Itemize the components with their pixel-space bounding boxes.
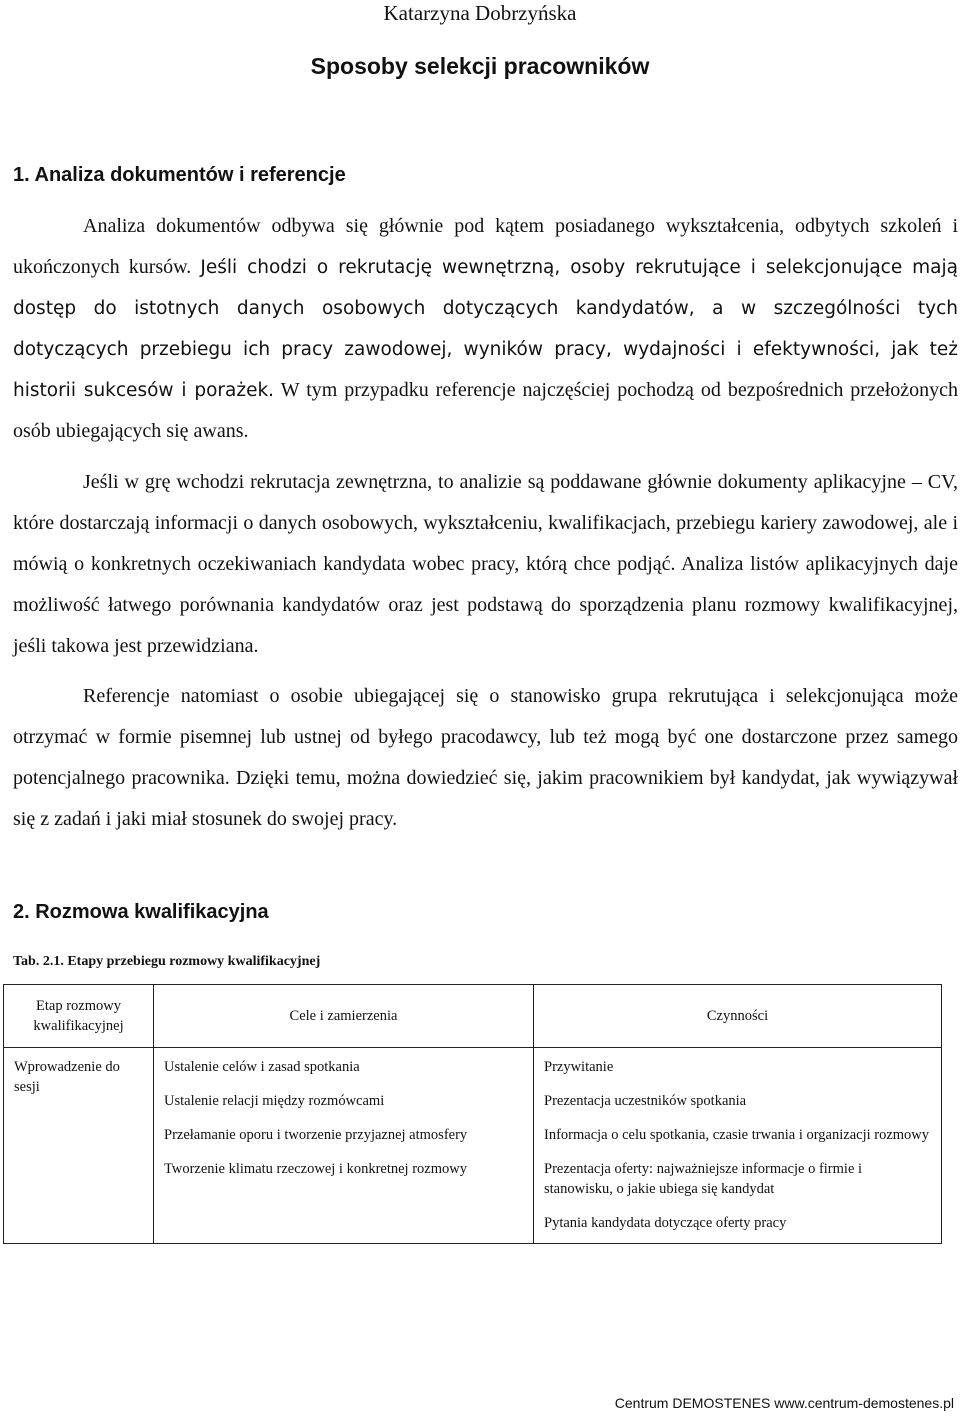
- table-header-stage: Etap rozmowy kwalifikacyjnej: [4, 985, 154, 1048]
- document-author: Katarzyna Dobrzyńska: [383, 1, 577, 25]
- section-heading-2: 2. Rozmowa kwalifikacyjna: [13, 901, 269, 923]
- paragraph-documents-analysis: [13, 206, 958, 452]
- goal-item: Tworzenie klimatu rzeczowej i konkretnej rozmowy: [164, 1161, 467, 1177]
- interview-stages-table: [3, 984, 942, 1244]
- activity-item: Prezentacja oferty: najważniejsze informacje o firmie i stanowisku, o jakie ubiega się kandydat: [544, 1161, 863, 1197]
- table-cell-activities: [534, 1048, 942, 1244]
- table-row: [4, 1048, 942, 1244]
- activity-item: Pytania kandydata dotyczące oferty pracy: [544, 1215, 787, 1231]
- paragraph-external-recruitment: Jeśli w grę wchodzi rekrutacja zewnętrzna, to analizie są poddawane głównie dokumenty aplikacyjne – CV, które dostarczają informacji o danych osobowych, wykształceniu, kwalifikacjach, przebiegu kariery zawodowej, ale i mówią o konkretnych oczekiwaniach kandydata wobec pracy, którą chce podjąć. Analiza listów aplikacyjnych daje możliwość łatwego porównania kandydatów oraz jest podstawą do sporządzenia planu rozmowy kwalifikacyjnej, jeśli takowa jest przewidziana.: [13, 471, 958, 657]
- activity-item: Informacja o celu spotkania, czasie trwania i organizacji rozmowy: [544, 1127, 930, 1143]
- table-header-activities: Czynności: [534, 985, 942, 1048]
- activity-item: Przywitanie: [544, 1059, 614, 1075]
- table-caption: Tab. 2.1. Etapy przebiegu rozmowy kwalifikacyjnej: [13, 954, 321, 969]
- paragraph-text-serif: Analiza dokumentów odbywa się głównie pod kątem posiadanego wykształcenia, odbytych szkoleń i ukończonych kursów.: [13, 215, 958, 278]
- table-header-goals: Cele i zamierzenia: [154, 985, 534, 1048]
- section-heading-1: 1. Analiza dokumentów i referencje: [13, 164, 346, 186]
- goal-item: Ustalenie celów i zasad spotkania: [164, 1059, 360, 1075]
- paragraph-text-tail: W tym przypadku referencje najczęściej pochodzą od bezpośrednich przełożonych osób ubiegających się awans.: [13, 379, 959, 442]
- table-cell-stage: [4, 1048, 154, 1244]
- document-title: Sposoby selekcji pracowników: [310, 53, 650, 79]
- table-cell-goals: [154, 1048, 534, 1244]
- paragraph-references: Referencje natomiast o osobie ubiegającej się o stanowisko grupa rekrutująca i selekcjonująca może otrzymać w formie pisemnej lub ustnej od byłego pracodawcy, lub też mogą być one dostarczone przez samego potencjalnego pracownika. Dzięki temu, można dowiedzieć się, jakim pracownikiem był kandydat, jak wywiązywał się z zadań i jaki miał stosunek do swojej pracy.: [13, 685, 958, 830]
- goal-item: Ustalenie relacji między rozmówcami: [164, 1093, 385, 1109]
- stage-text: Wprowadzenie do sesji: [14, 1059, 120, 1095]
- paragraph-text-sans: Jeśli chodzi o rekrutację wewnętrzną, osoby rekrutujące i selekcjonujące mają dostęp do istotnych danych osobowych dotyczących kandydatów, a w szczególności tych dotyczących przebiegu ich pracy zawodowej, wyników pracy, wydajności i efektywności, jak też historii sukcesów i porażek.: [13, 257, 958, 401]
- table-header-row: [4, 985, 942, 1048]
- activity-item: Prezentacja uczestników spotkania: [544, 1093, 747, 1109]
- page-footer: Centrum DEMOSTENES www.centrum-demostenes.pl: [614, 1395, 954, 1411]
- goal-item: Przełamanie oporu i tworzenie przyjaznej atmosfery: [164, 1127, 468, 1143]
